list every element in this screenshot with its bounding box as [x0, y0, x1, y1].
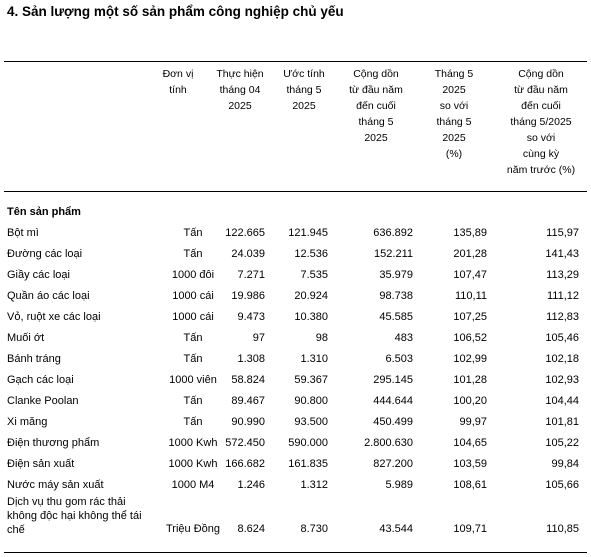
- cell-name: Đường các loại: [7, 248, 83, 260]
- table-row: [0, 349, 591, 369]
- cell-v2: 121.945: [288, 227, 328, 239]
- cell-v1: 19.986: [231, 290, 265, 302]
- cell-v4: 99,97: [459, 416, 487, 428]
- cell-v2: 10.380: [294, 311, 328, 323]
- cell-v3: 5.989: [385, 479, 413, 491]
- cell-v5: 112,83: [546, 311, 579, 323]
- cell-v5: 111,12: [546, 290, 579, 302]
- cell-v1: 9.473: [237, 311, 265, 323]
- cell-v2: 93.500: [294, 416, 328, 428]
- cell-v5: 115,97: [546, 227, 579, 239]
- cell-v4: 102,99: [453, 353, 487, 365]
- cell-v1: 122.665: [225, 227, 265, 239]
- header-col2: Ước tính tháng 5 2025: [283, 68, 325, 112]
- cell-v4: 108,61: [453, 479, 487, 491]
- cell-v4: 135,89: [453, 227, 487, 239]
- header-bottom-rule: [4, 191, 587, 192]
- header-unit: Đơn vị tính: [162, 68, 194, 96]
- cell-name: Gạch các loại: [7, 374, 74, 386]
- cell-v3: 2.800.630: [364, 437, 413, 449]
- cell-v5: 105,46: [545, 332, 579, 344]
- cell-unit: Tấn: [183, 227, 203, 239]
- cell-name: Bột mì: [7, 227, 39, 239]
- table-row: [0, 454, 591, 474]
- cell-v5: 102,93: [545, 374, 579, 386]
- cell-v2: 12.536: [294, 248, 328, 260]
- cell-v2: 161.835: [288, 458, 328, 470]
- cell-v4: 109,71: [453, 523, 487, 535]
- cell-v4: 107,25: [453, 311, 487, 323]
- cell-v1: 97: [252, 332, 265, 344]
- table-row: [0, 433, 591, 453]
- cell-v2: 8.730: [300, 523, 328, 535]
- cell-v3: 444.644: [373, 395, 413, 407]
- cell-v2: 7.535: [300, 269, 328, 281]
- page-title: 4. Sản lượng một số sản phẩm công nghiệp chủ yếu: [7, 4, 344, 19]
- cell-name: Clanke Poolan: [7, 395, 79, 407]
- header-col5: Cộng dồn từ đầu năm đến cuối tháng 5/2025 so với cùng kỳ năm trước (%): [506, 68, 576, 176]
- cell-v3: 483: [394, 332, 413, 344]
- cell-v5: 113,29: [546, 269, 579, 281]
- cell-unit: Tấn: [183, 248, 203, 260]
- cell-v1: 8.624: [237, 523, 265, 535]
- cell-v1: 166.682: [225, 458, 265, 470]
- cell-v1: 1.308: [237, 353, 265, 365]
- cell-v4: 106,52: [453, 332, 487, 344]
- header-col4: Tháng 5 2025 so với tháng 5 2025 (%): [434, 68, 474, 160]
- cell-name: Điện sản xuất: [7, 458, 75, 470]
- cell-v3: 450.499: [373, 416, 413, 428]
- cell-v5: 110,85: [546, 523, 579, 535]
- cell-v2: 1.312: [300, 479, 328, 491]
- cell-v2: 20.924: [294, 290, 328, 302]
- table-row: [0, 307, 591, 327]
- table-row: [0, 370, 591, 390]
- cell-v3: 43.544: [379, 523, 413, 535]
- cell-v2: 59.367: [294, 374, 328, 386]
- cell-unit: 1000 M4: [171, 479, 215, 491]
- table-row: [0, 475, 591, 495]
- cell-v5: 101,81: [545, 416, 579, 428]
- cell-v4: 107,47: [453, 269, 487, 281]
- cell-v1: 89.467: [231, 395, 265, 407]
- table-row: [0, 328, 591, 348]
- cell-v5: 105,66: [545, 479, 579, 491]
- cell-v4: 201,28: [453, 248, 487, 260]
- cell-v3: 152.211: [374, 248, 413, 260]
- cell-v3: 827.200: [373, 458, 413, 470]
- cell-v5: 141,43: [545, 248, 579, 260]
- cell-v2: 590.000: [288, 437, 328, 449]
- cell-v3: 295.145: [373, 374, 413, 386]
- table-row: [0, 223, 591, 243]
- cell-unit: 1000 Kwh: [168, 458, 218, 470]
- cell-v1: 90.990: [231, 416, 265, 428]
- table-row: [0, 412, 591, 432]
- cell-v5: 104,44: [545, 395, 579, 407]
- header-col3: Cộng dồn từ đầu năm đến cuối tháng 5 2025: [349, 68, 403, 144]
- section-label: Tên sản phẩm: [7, 206, 81, 218]
- cell-v4: 101,28: [453, 374, 487, 386]
- cell-name: Bánh tráng: [7, 353, 61, 365]
- cell-v3: 636.892: [373, 227, 413, 239]
- cell-v2: 90.800: [294, 395, 328, 407]
- cell-unit: Tấn: [183, 353, 203, 365]
- cell-name: Xi măng: [7, 416, 48, 428]
- cell-name: Quần áo các loại: [7, 290, 90, 302]
- cell-name: Dịch vụ thu gom rác thải không độc hại không thể tái chế: [7, 496, 142, 536]
- cell-name: Giầy các loại: [7, 269, 70, 281]
- cell-v2: 98: [315, 332, 328, 344]
- cell-v1: 24.039: [231, 248, 265, 260]
- table-row: [0, 244, 591, 264]
- table-bottom-rule: [4, 552, 587, 553]
- cell-unit: Triệu Đồng: [165, 523, 220, 535]
- cell-v2: 1.310: [300, 353, 328, 365]
- cell-unit: 1000 Kwh: [168, 437, 218, 449]
- table-row: [0, 286, 591, 306]
- cell-v3: 98.738: [379, 290, 413, 302]
- cell-v3: 6.503: [385, 353, 413, 365]
- cell-name: Muối ớt: [7, 332, 45, 344]
- cell-v5: 99,84: [551, 458, 579, 470]
- cell-v4: 104,65: [453, 437, 487, 449]
- table-row: [0, 495, 591, 543]
- cell-v4: 110,11: [454, 290, 487, 302]
- header-col1: Thực hiện tháng 04 2025: [216, 68, 264, 112]
- cell-unit: 1000 cái: [172, 311, 214, 323]
- cell-v5: 105,22: [545, 437, 579, 449]
- cell-v5: 102,18: [545, 353, 579, 365]
- cell-unit: Tấn: [183, 395, 203, 407]
- cell-v1: 572.450: [225, 437, 265, 449]
- table-row: [0, 391, 591, 411]
- cell-v1: 1.246: [237, 479, 265, 491]
- table-top-rule: [4, 61, 587, 62]
- cell-name: Vỏ, ruột xe các loại: [7, 311, 101, 323]
- cell-v3: 45.585: [379, 311, 413, 323]
- cell-name: Điện thương phẩm: [7, 437, 100, 449]
- cell-unit: Tấn: [183, 416, 203, 428]
- cell-unit: Tấn: [183, 332, 203, 344]
- table-row: [0, 265, 591, 285]
- cell-unit: 1000 đôi: [171, 269, 215, 281]
- cell-v4: 100,20: [453, 395, 487, 407]
- cell-unit: 1000 cái: [172, 290, 214, 302]
- cell-v4: 103,59: [453, 458, 487, 470]
- cell-v3: 35.979: [379, 269, 413, 281]
- cell-name: Nước máy sản xuất: [7, 479, 104, 491]
- cell-unit: 1000 viên: [169, 374, 217, 386]
- cell-v1: 58.824: [231, 374, 265, 386]
- cell-v1: 7.271: [237, 269, 265, 281]
